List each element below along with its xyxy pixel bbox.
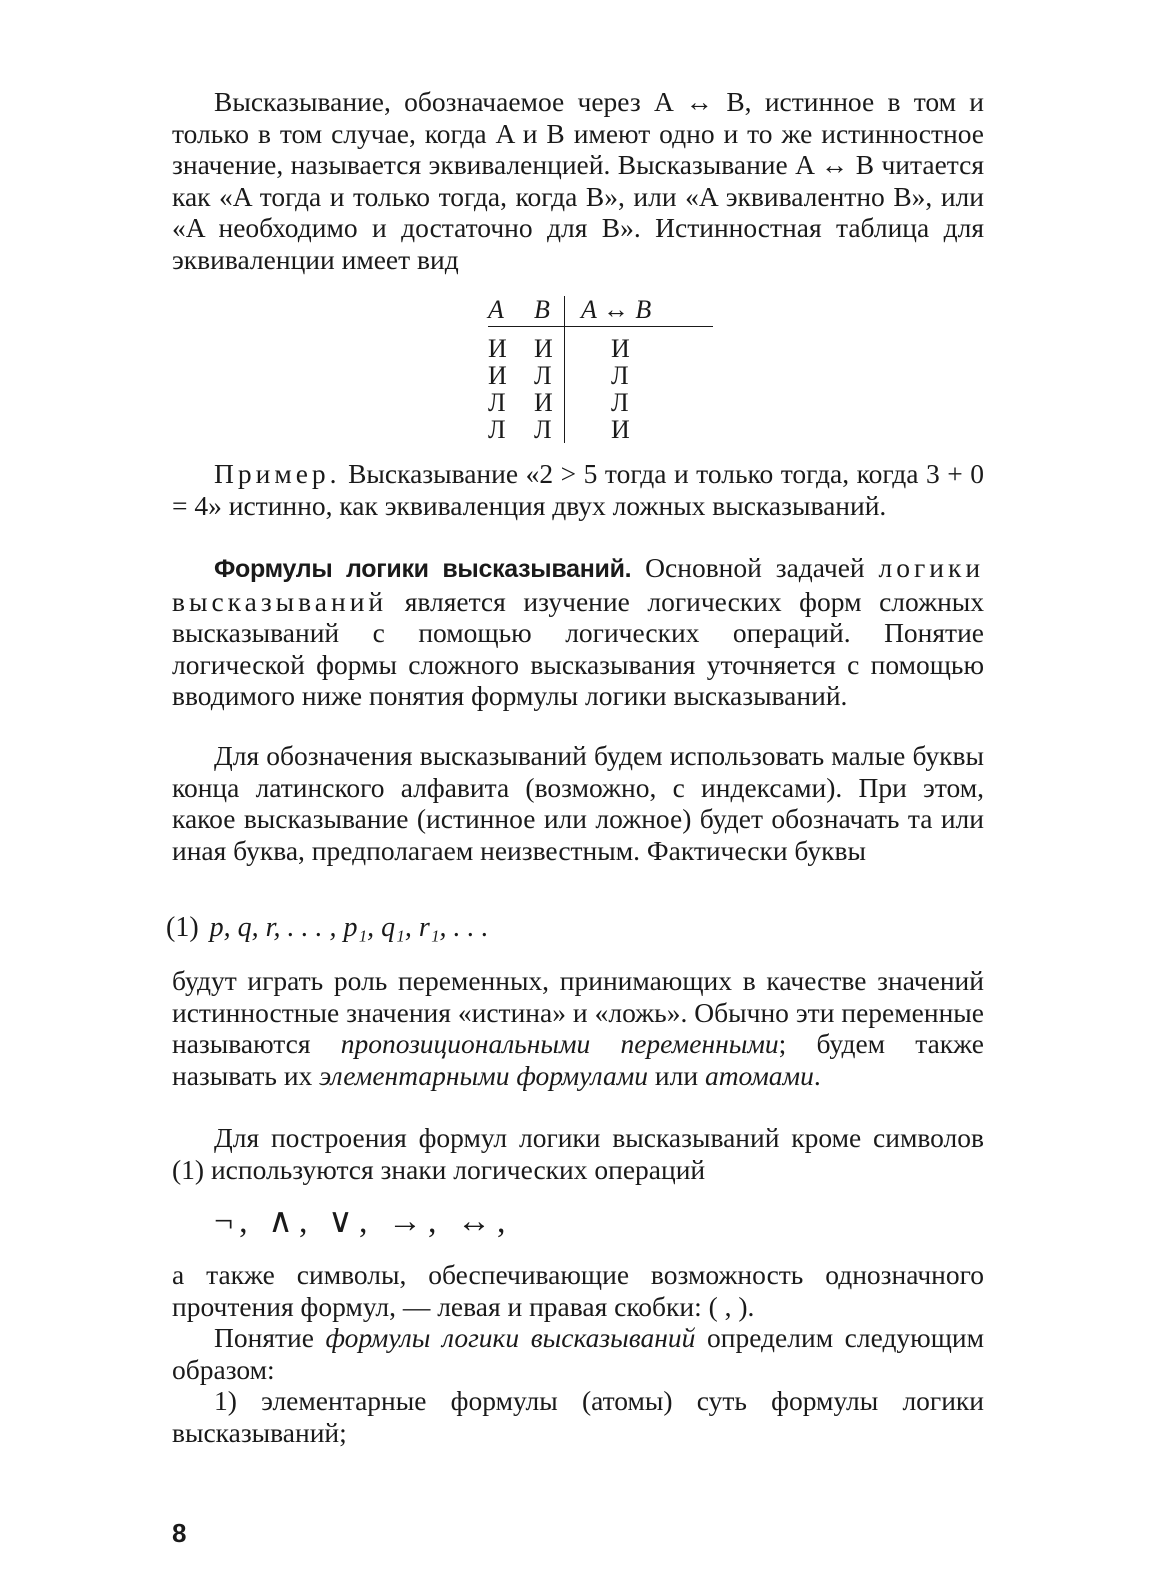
table-cell: И: [488, 361, 507, 390]
paragraph-text: Основной задачей: [645, 552, 865, 583]
table-cell: И: [611, 334, 630, 363]
paragraph-text: 1) элементарные формулы (атомы) суть формулы логики высказываний;: [172, 1385, 984, 1448]
table-cell: Л: [534, 416, 565, 443]
term-propositional-variables: пропозициональными переменными: [340, 1028, 779, 1059]
paragraph-text: ; будем также называть их: [172, 1028, 985, 1091]
paragraph-definition-item-1: [172, 1385, 984, 1448]
spaced-term: логики высказываний: [172, 552, 985, 617]
table-row: [488, 389, 713, 416]
paragraph-example: [172, 458, 984, 521]
term-elementary-formulas: элементарными формулами: [319, 1059, 649, 1091]
paragraph-parentheses: [172, 1259, 984, 1322]
paragraph-text: Понятие: [214, 1322, 314, 1353]
paragraph-formula-definition: [172, 1322, 984, 1385]
term-formula-logic: формулы логики высказываний: [325, 1322, 696, 1353]
table-cell: Л: [534, 362, 565, 389]
paragraph-equivalence-definition: [172, 86, 984, 275]
table-cell: И: [611, 415, 630, 444]
equivalence-truth-table: [488, 296, 713, 443]
table-cell: Л: [611, 388, 629, 417]
paragraph-formulas-section: [172, 552, 984, 712]
paragraph-text: будут играть роль переменных, принимающих в качестве значений истинностные значения «истина» и «ложь». Обычно эти переменные называются: [172, 965, 984, 1059]
paragraph-notation: [172, 740, 984, 866]
paragraph-text: определим следующим образом:: [172, 1322, 985, 1385]
formula-variables-list: [166, 912, 489, 944]
truth-table-header-b: B: [534, 296, 565, 327]
formula-number: (1): [166, 912, 199, 943]
table-cell: Л: [611, 361, 629, 390]
paragraph-text: Для обозначения высказываний будем использовать малые буквы конца латинского алфавита (возможно, с индексами). При этом, какое высказывание (истинное или ложное) будет обозначать та или иная буква, предполагаем неизвестным. Фактически буквы: [172, 740, 984, 866]
paragraph-text: или: [654, 1059, 699, 1091]
logical-operators: ¬, ∧, ∨, →, ↔,: [214, 1203, 512, 1240]
page-number: 8: [172, 1518, 187, 1548]
example-text: Высказывание «2 > 5 тогда и только тогда, когда 3 + 0 = 4» истинно, как эквиваленция двух ложных высказываний.: [172, 458, 985, 521]
paragraph-text: является изучение логических форм сложных высказываний с помощью логических операций. Понятие логической формы сложного высказывания уточняется с помощью вводимого ниже понятия формулы логики высказываний.: [172, 585, 985, 711]
paragraph-text: Для построения формул логики высказываний кроме символов (1) используются знаки логических операций: [172, 1122, 984, 1185]
truth-table-header-a: A: [488, 296, 534, 327]
table-cell: Л: [488, 415, 506, 444]
paragraph-text: .: [813, 1059, 821, 1091]
paragraph-propositional-variables: [172, 965, 984, 1091]
paragraph-text: а также символы, обеспечивающие возможность однозначного прочтения формул, — левая и правая скобки: ( , ).: [172, 1259, 984, 1322]
truth-table-header-row: [488, 296, 713, 327]
table-cell: И: [534, 389, 565, 416]
paragraph-text: Высказывание, обозначаемое через A ↔ B, истинное в том и только в том случае, когда A и B имеют одно и то же истинностное значение, называется эквиваленцией. Высказывание A ↔ B читается как «A тогда и только тогда, когда B», или «A эквивалентно B», или «A необходимо и достаточно для B». Истинностная таблица для эквиваленции имеет вид: [172, 86, 984, 275]
table-cell: И: [488, 334, 507, 363]
section-heading: Формулы логики высказываний.: [214, 555, 632, 583]
table-cell: И: [534, 327, 565, 363]
table-row: [488, 327, 713, 363]
truth-table-header-result: A ↔ B: [565, 296, 714, 327]
term-atoms: атомами: [704, 1059, 814, 1091]
table-row: [488, 416, 713, 443]
example-label: Пример.: [214, 458, 341, 489]
formula-letters: p, q, r, . . . , p₁, q₁, r₁, . . .: [209, 912, 489, 943]
table-cell: Л: [488, 388, 506, 417]
paragraph-operation-signs: [172, 1122, 984, 1185]
table-row: [488, 362, 713, 389]
